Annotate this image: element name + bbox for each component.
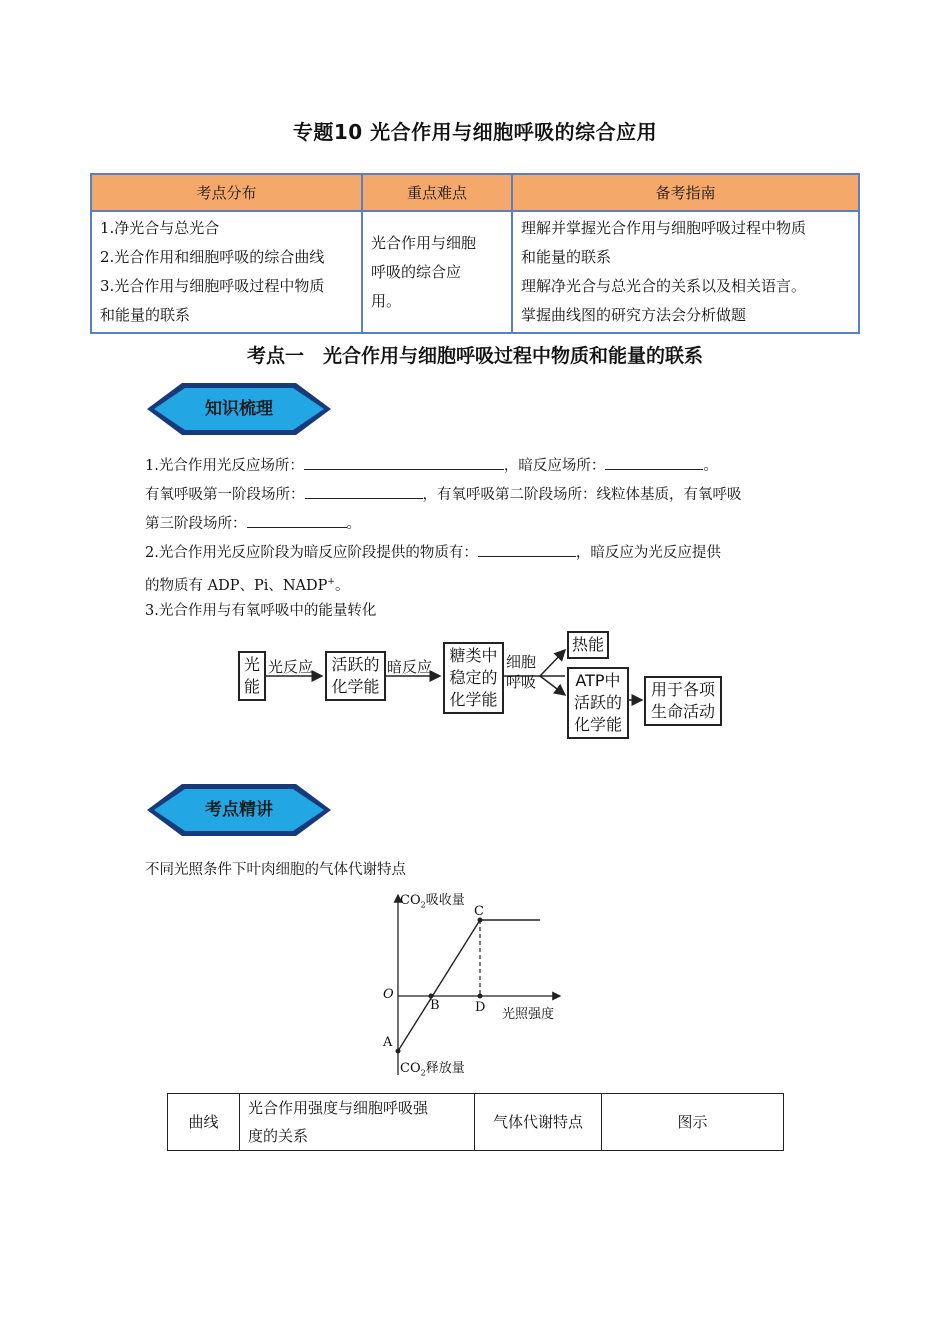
point-b-label: B xyxy=(430,998,440,1013)
x-axis-label: 光照强度 xyxy=(502,1007,555,1022)
point-c-label: C xyxy=(474,904,484,919)
header-beikao: 备考指南 xyxy=(512,174,859,211)
header-zhongdian: 重点难点 xyxy=(362,174,512,211)
cell-illustration: 图示 xyxy=(602,1094,784,1151)
box-active-chemical-energy: 活跃的 化学能 xyxy=(325,651,386,701)
label-light-reaction: 光反应 xyxy=(268,658,314,676)
badge-label: 考点精讲 xyxy=(205,800,273,820)
label-cell-respiration: 细胞 呼吸 xyxy=(506,653,537,691)
section-heading: 考点一 光合作用与细胞呼吸过程中物质和能量的联系 xyxy=(246,345,703,367)
summary-col3: 理解并掌握光合作用与细胞呼吸过程中物质 和能量的联系 理解净光合与总光合的关系以及相关语言。 掌握曲线图的研究方法会分析做题 xyxy=(512,211,859,333)
page-title: 专题10 光合作用与细胞呼吸的综合应用 xyxy=(292,120,658,144)
question-3: 3.光合作用与有氧呼吸中的能量转化 xyxy=(145,603,377,619)
label-dark-reaction: 暗反应 xyxy=(387,658,433,676)
summary-col1: 1.净光合与总光合 2.光合作用和细胞呼吸的综合曲线 3.光合作用与细胞呼吸过程中物质 和能量的联系 xyxy=(91,211,362,333)
question-2: 2.光合作用光反应阶段为暗反应阶段提供的物质有： ，暗反应为光反应提供 的物质有 ADP、Pi、NADP+。 xyxy=(145,539,825,601)
header-kaodian: 考点分布 xyxy=(91,174,362,211)
summary-col2: 光合作用与细胞 呼吸的综合应 用。 xyxy=(362,211,512,333)
y-axis-bottom-label: $CO_2$释放量 xyxy=(400,1061,465,1078)
co2-light-graph xyxy=(370,885,600,1080)
box-light-energy: 光 能 xyxy=(238,651,266,701)
badge-label: 知识梳理 xyxy=(205,399,273,419)
cell-curve: 曲线 xyxy=(168,1094,240,1151)
cell-gas-features: 气体代谢特点 xyxy=(475,1094,602,1151)
point-a-label: A xyxy=(383,1035,393,1050)
key-point-badge xyxy=(144,781,334,839)
cell-relation: 光合作用强度与细胞呼吸强 度的关系 xyxy=(240,1094,475,1151)
box-atp-energy: ATP中 活跃的 化学能 xyxy=(567,667,629,739)
origin-label: O xyxy=(383,987,394,1002)
question-1: 1.光合作用光反应场所： ，暗反应场所： 。 有氧呼吸第一阶段场所： ，有氧呼吸第二阶段场所：线粒体基质，有氧呼吸 第三阶段场所： 。 xyxy=(145,452,825,539)
graph-lines-icon xyxy=(370,885,600,1080)
y-axis-top-label: $CO_2$吸收量 xyxy=(400,893,465,910)
curve-table xyxy=(167,1093,784,1151)
box-life-activities: 用于各项 生命活动 xyxy=(644,676,722,726)
box-stable-chemical-energy: 糖类中 稳定的 化学能 xyxy=(443,642,504,714)
box-heat-energy: 热能 xyxy=(567,631,609,659)
graph-intro: 不同光照条件下叶肉细胞的气体代谢特点 xyxy=(145,862,406,878)
point-d-label: D xyxy=(475,1000,486,1015)
